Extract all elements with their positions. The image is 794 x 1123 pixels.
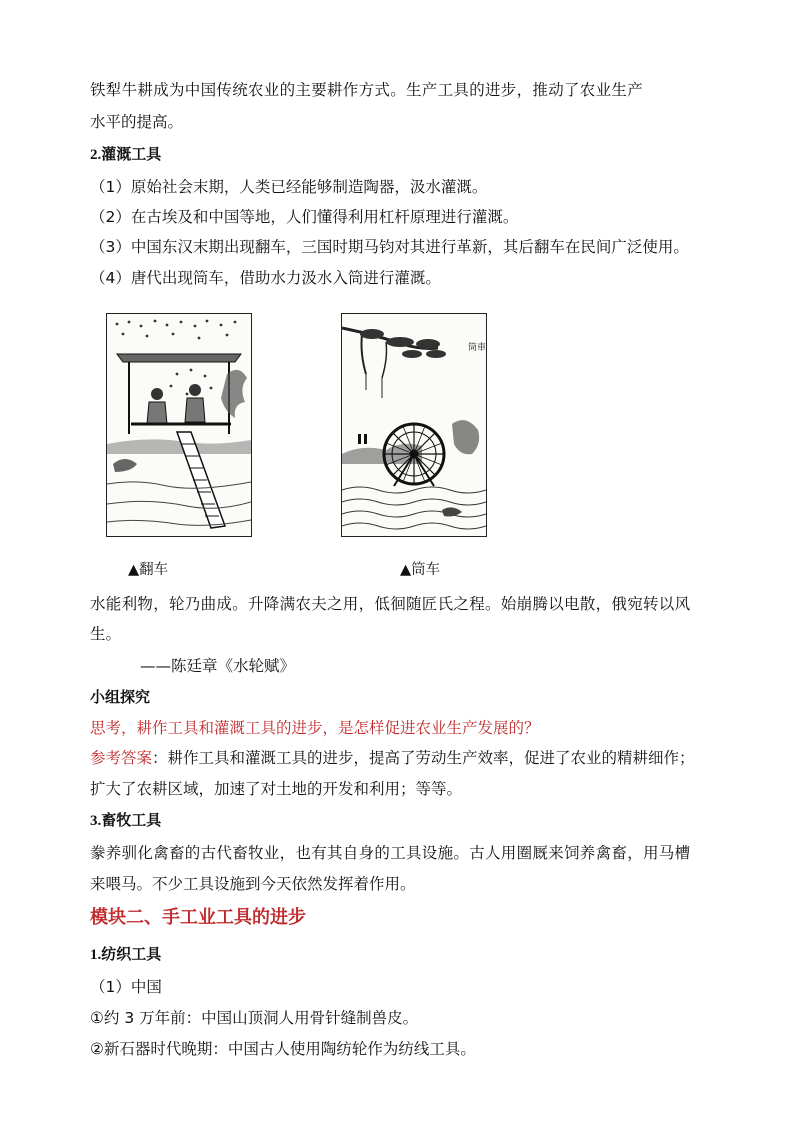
fanche-caption: ▲翻车	[128, 562, 169, 578]
irrigation-item-4: （4）唐代出现筒车，借助水力汲水入筒进行灌溉。	[90, 269, 441, 287]
tongche-label: 筒車	[468, 342, 486, 352]
irrigation-item-1: （1）原始社会末期，人类已经能够制造陶器，汲水灌溉。	[90, 178, 488, 196]
heading-irrigation: 2.灌溉工具	[90, 147, 162, 163]
quote-source: ——陈廷章《水轮赋》	[140, 657, 296, 675]
intro-line-2: 水平的提高。	[90, 113, 184, 131]
group-heading: 小组探究	[90, 690, 151, 706]
textile-item-1: ①约 3 万年前：中国山顶洞人用骨针缝制兽皮。	[90, 1009, 419, 1027]
quote-line-1: 水能利物，轮乃曲成。升降满农夫之用，低徊随匠氏之程。始崩腾以电散，俄宛转以风	[90, 595, 691, 613]
irrigation-item-3: （3）中国东汉末期出现翻车，三国时期马钧对其进行革新，其后翻车在民间广泛使用。	[90, 238, 689, 256]
tongche-illustration	[341, 313, 487, 537]
irrigation-item-2: （2）在古埃及和中国等地，人们懂得利用杠杆原理进行灌溉。	[90, 208, 519, 226]
group-answer-line-2: 扩大了农耕区域，加速了对土地的开发和利用；等等。	[90, 780, 463, 798]
tongche-caption: ▲筒车	[400, 562, 441, 578]
textile-china: （1）中国	[90, 978, 162, 996]
answer-text-1: ：耕作工具和灌溉工具的进步，提高了劳动生产效率，促进了农业的精耕细作；	[152, 749, 695, 767]
module-two-heading: 模块二、手工业工具的进步	[90, 907, 306, 927]
answer-label: 参考答案	[90, 749, 153, 767]
livestock-line-1: 豢养驯化禽畜的古代畜牧业，也有其自身的工具设施。古人用圈厩来饲养禽畜，用马槽	[90, 844, 691, 862]
fanche-drawing	[107, 314, 251, 536]
group-question: 思考，耕作工具和灌溉工具的进步，是怎样促进农业生产发展的？	[90, 719, 540, 737]
heading-livestock: 3.畜牧工具	[90, 813, 162, 829]
livestock-line-2: 来喂马。不少工具设施到今天依然发挥着作用。	[90, 875, 416, 893]
textile-item-2: ②新石器时代晚期：中国古人使用陶纺轮作为纺线工具。	[90, 1040, 476, 1058]
heading-textile: 1.纺织工具	[90, 947, 162, 963]
group-answer-line-1	[90, 748, 695, 768]
fanche-illustration	[106, 313, 252, 537]
tongche-drawing	[342, 314, 486, 536]
quote-line-2: 生。	[90, 625, 122, 643]
intro-line-1: 铁犁牛耕成为中国传统农业的主要耕作方式。生产工具的进步，推动了农业生产	[90, 81, 644, 99]
